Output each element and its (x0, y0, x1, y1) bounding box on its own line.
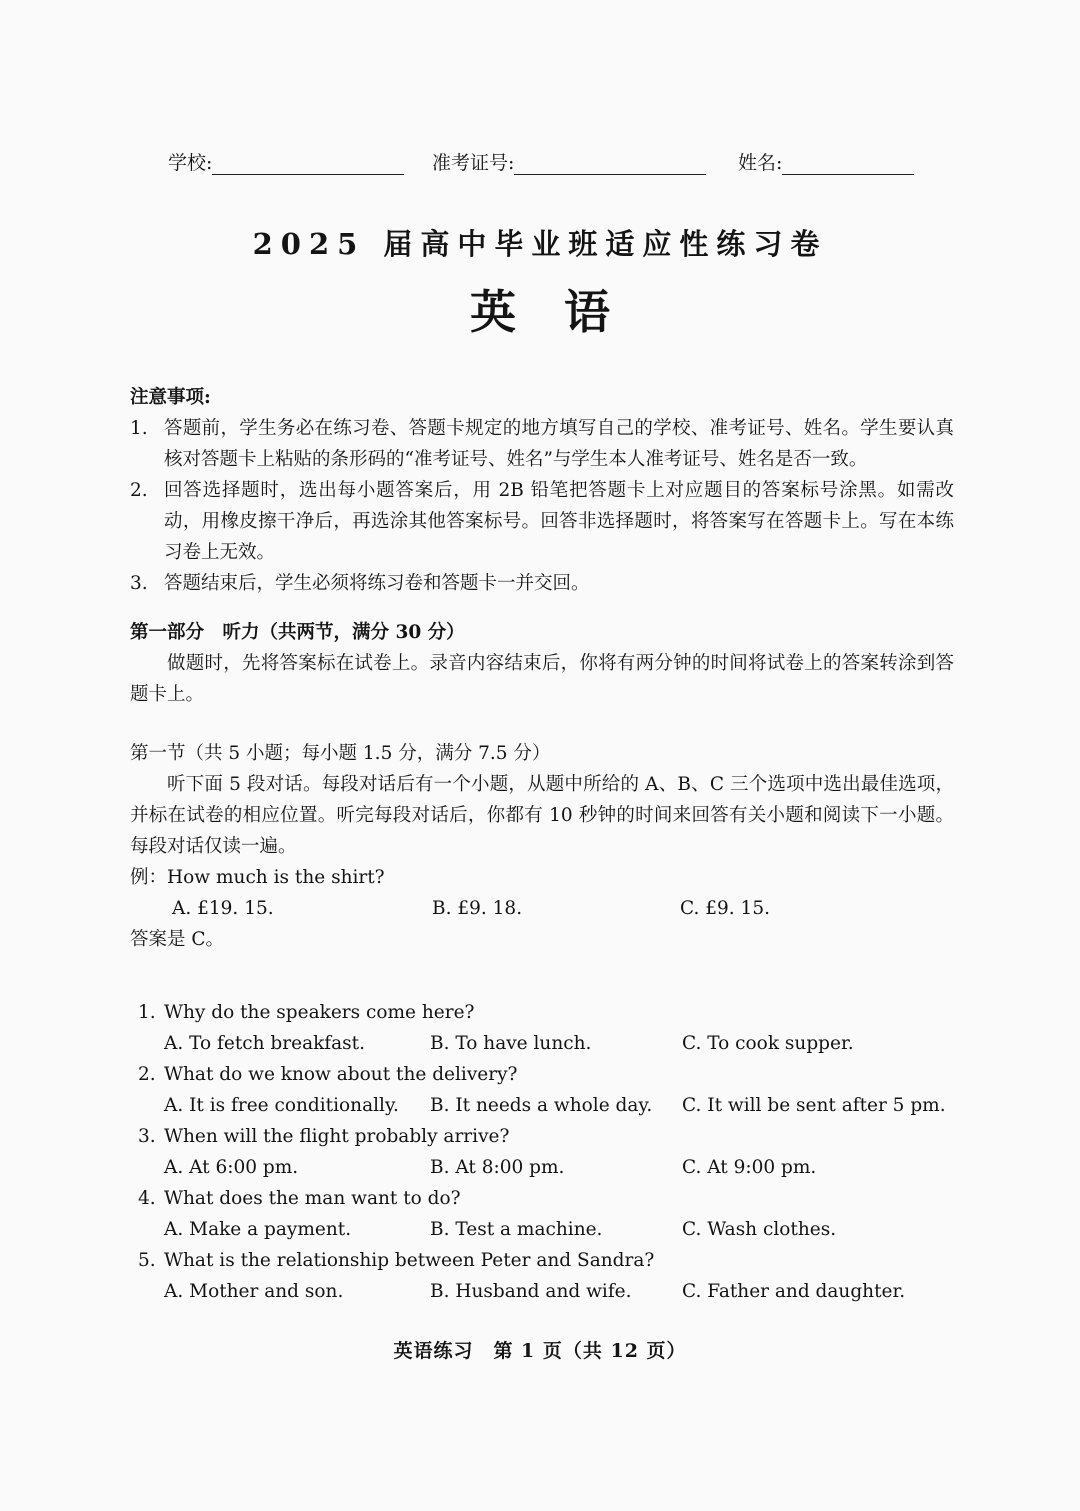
question-options (130, 1028, 954, 1059)
question-text: What do we know about the delivery? (164, 1064, 518, 1085)
example-option-a: A. £19. 15. (172, 898, 274, 919)
question-number: 1. (138, 1002, 156, 1023)
name-field (738, 148, 914, 175)
part1-heading: 第一部分 听力（共两节，满分 30 分） (130, 622, 465, 643)
exam-number-field (432, 148, 706, 175)
question-number: 4. (138, 1188, 156, 1209)
question-text: What is the relationship between Peter and Sandra? (164, 1250, 655, 1271)
school-blank-line (212, 152, 404, 175)
example-answer: 答案是 C。 (130, 929, 225, 950)
question-options (130, 1276, 954, 1307)
question-row (130, 997, 954, 1028)
question-row (130, 1245, 954, 1276)
notice-title: 注意事项: (130, 387, 211, 408)
name-blank-line (782, 152, 914, 175)
option-b: B. Husband and wife. (430, 1281, 632, 1302)
option-a: A. It is free conditionally. (164, 1095, 399, 1116)
student-info-row (168, 148, 928, 178)
notice-item-number: 1. (130, 418, 148, 439)
option-a: A. Mother and son. (164, 1281, 344, 1302)
option-b: B. Test a machine. (430, 1219, 603, 1240)
question-number: 2. (138, 1064, 156, 1085)
exam-title: 2025 届高中毕业班适应性练习卷 (252, 227, 828, 261)
notice-item (130, 568, 954, 599)
notice-item-text: 答题前，学生务必在练习卷、答题卡规定的地方填写自己的学校、准考证号、姓名。学生要认真核对答题卡上粘贴的条形码的“准考证号、姓名”与学生本人准考证号、姓名是否一致。 (164, 418, 954, 470)
question-row (130, 1059, 954, 1090)
option-b: B. It needs a whole day. (430, 1095, 653, 1116)
option-c: C. To cook supper. (682, 1033, 854, 1054)
question-text: What does the man want to do? (164, 1188, 461, 1209)
subject-title: 英语 (470, 285, 658, 339)
example-option-b: B. £9. 18. (432, 898, 523, 919)
notice-item-text: 答题结束后，学生必须将练习卷和答题卡一并交回。 (164, 573, 590, 594)
notice-item (130, 475, 954, 568)
option-b: B. To have lunch. (430, 1033, 592, 1054)
school-field (168, 148, 404, 175)
notice-item-text: 回答选择题时，选出每小题答案后，用 2B 铅笔把答题卡上对应题目的答案标号涂黑。如需改动，用橡皮擦干净后，再选涂其他答案标号。回答非选择题时，将答案写在答题卡上。写在本练习卷上无效。 (164, 480, 954, 563)
question-text: Why do the speakers come here? (164, 1002, 475, 1023)
option-c: C. Father and daughter. (682, 1281, 906, 1302)
option-c: C. At 9:00 pm. (682, 1157, 817, 1178)
school-label: 学校: (168, 152, 213, 174)
question-number: 3. (138, 1126, 156, 1147)
exam-number-blank-line (514, 152, 706, 175)
exam-number-label: 准考证号: (432, 152, 515, 174)
notice-item-number: 2. (130, 480, 148, 501)
name-label: 姓名: (738, 152, 783, 174)
question-options (130, 1152, 954, 1183)
exam-content (130, 382, 954, 1307)
option-a: A. Make a payment. (164, 1219, 352, 1240)
question-row (130, 1183, 954, 1214)
section1-instruction: 听下面 5 段对话。每段对话后有一个小题，从题中所给的 A、B、C 三个选项中选出最佳选项，并标在试卷的相应位置。听完每段对话后，你都有 10 秒钟的时间来回答有关小题和阅读下一小题。每段对话仅读一遍。 (130, 774, 954, 857)
option-b: B. At 8:00 pm. (430, 1157, 565, 1178)
example-options (130, 893, 954, 924)
option-c: C. Wash clothes. (682, 1219, 837, 1240)
question-number: 5. (138, 1250, 156, 1271)
notice-item (130, 413, 954, 475)
question-row (130, 1121, 954, 1152)
option-a: A. To fetch breakfast. (164, 1033, 365, 1054)
notice-item-number: 3. (130, 573, 148, 594)
question-options (130, 1214, 954, 1245)
example-question: 例：How much is the shirt? (130, 867, 385, 888)
section1-heading: 第一节（共 5 小题；每小题 1.5 分，满分 7.5 分） (130, 743, 551, 764)
option-c: C. It will be sent after 5 pm. (682, 1095, 946, 1116)
question-options (130, 1090, 954, 1121)
part1-instruction: 做题时，先将答案标在试卷上。录音内容结束后，你将有两分钟的时间将试卷上的答案转涂到答题卡上。 (130, 653, 954, 705)
example-option-c: C. £9. 15. (680, 898, 770, 919)
question-text: When will the flight probably arrive? (164, 1126, 510, 1147)
page-footer: 英语练习 第 1 页（共 12 页） (393, 1340, 687, 1362)
option-a: A. At 6:00 pm. (164, 1157, 299, 1178)
